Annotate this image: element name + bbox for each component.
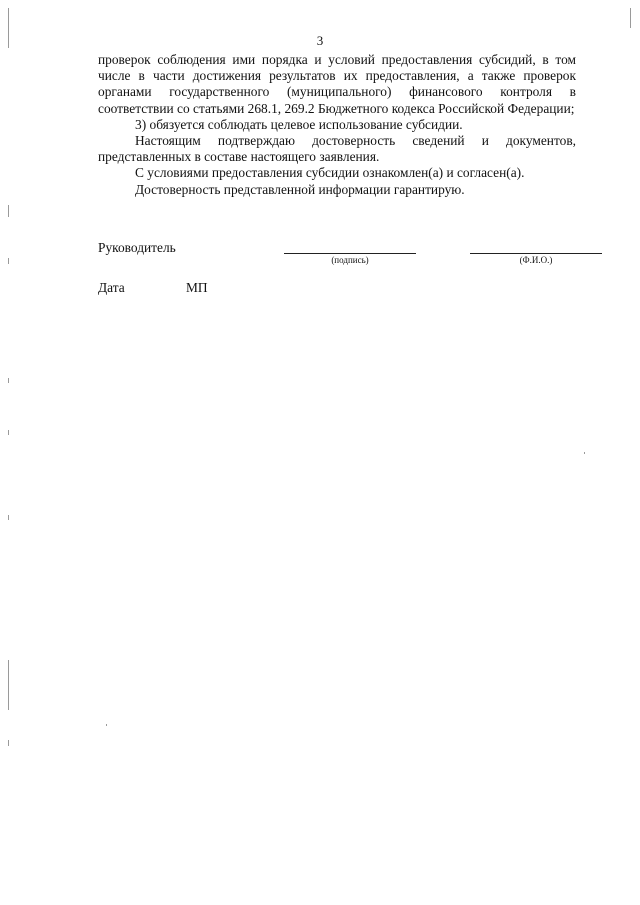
scan-speck [106, 724, 107, 726]
paragraph-control-checks: проверок соблюдения ими порядка и условий предоставления субсидий, в том числе в части достижения результатов их предоставления, а также проверок органами государственного (муниципального) финансового контроля в соответствии со статьями 268.1, 269.2 Бюджетного кодекса Российской Федерации; [98, 52, 576, 116]
scan-speck [584, 452, 585, 454]
scan-margin-mark [8, 8, 9, 48]
scan-margin-mark [630, 8, 631, 28]
scan-margin-mark [8, 258, 9, 264]
name-line [470, 253, 602, 254]
scan-margin-mark [8, 205, 9, 217]
stamp-label: МП [186, 280, 208, 295]
date-stamp-row [98, 280, 208, 296]
scan-margin-mark [8, 430, 9, 435]
signature-line [284, 253, 416, 254]
page-number: 3 [316, 33, 324, 48]
scan-margin-mark [8, 515, 9, 520]
paragraph-conditions-agreement: С условиями предоставления субсидии ознакомлен(а) и согласен(а). [135, 165, 525, 181]
paragraph-confirmation: Настоящим подтверждаю достоверность сведений и документов, представленных в составе настоящего заявления. [98, 133, 576, 165]
scan-margin-mark [8, 378, 9, 383]
body-text [98, 52, 576, 198]
paragraph-target-use: 3) обязуется соблюдать целевое использование субсидии. [135, 116, 463, 132]
scan-margin-mark [8, 740, 9, 746]
signature-caption: (подпись) [331, 255, 369, 265]
paragraph-guarantee: Достоверность представленной информации гарантирую. [135, 181, 465, 197]
date-label: Дата [98, 280, 125, 295]
name-caption: (Ф.И.О.) [519, 255, 553, 265]
scan-margin-mark [8, 660, 9, 710]
signature-block [98, 240, 608, 270]
signatory-role-label: Руководитель [98, 240, 176, 255]
